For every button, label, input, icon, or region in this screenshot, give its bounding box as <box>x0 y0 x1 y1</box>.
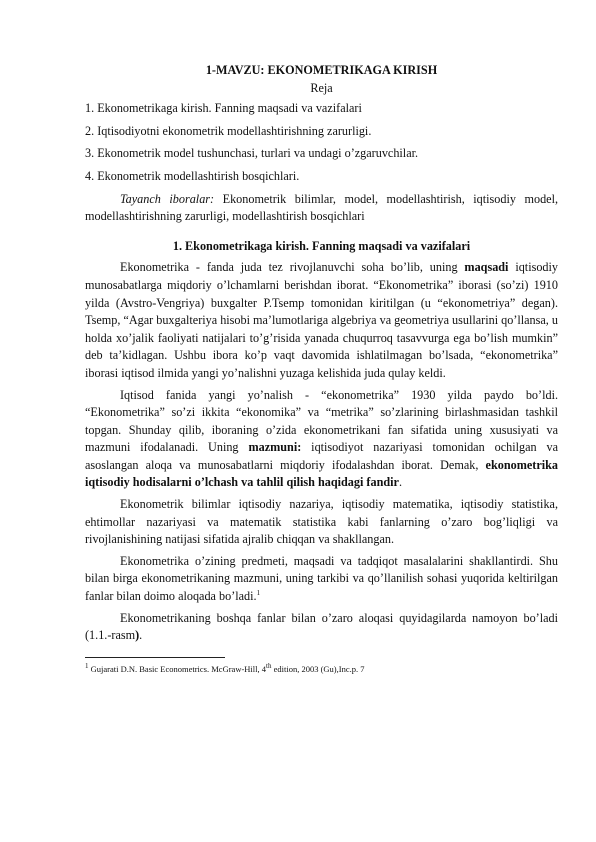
plan-item-1: 1. Ekonometrikaga kirish. Fanning maqsadi va vazifalari <box>85 101 362 116</box>
definition-bold: ekonometrika iqtisodiy hodisalarni o’lchash va tahlil qilish haqidagi fandir <box>85 457 558 490</box>
paragraph-1 <box>85 259 558 382</box>
keywords-text: Ekonometrik bilimlar, model, modellashtirish, iqtisodiy model, modellashtirishning zarurligi, modellashtirish bosqichlari <box>85 191 559 224</box>
footnote-superscript: th <box>266 661 272 670</box>
footnote-reference[interactable]: 1 <box>256 588 261 597</box>
paragraph-1-text-c: iqtisodiy munosabatlarga miqdoriy o’lchamlarni berishdan iborat. “Ekonometrika” iborasi (so’zi) 1910 yilda (Avstro-Vengriya) buxgalter P.Tsemp tomonidan kiritilgan (u “ekonometriya” degan). Tsemp, “Agar buxgalteriya hisobi ma’lumotlariga algebriya va geometriya usullarini qo’llansa, u holda xo’jalik faoliyati natijalari to’g’risida yanada chuqurroq tasavvurga ega bo’lish mumkin” deb ta’kidlagan. Ushbu ibora ko’p vaqt davomida ishlatilmagan bo’lsada, “ekonometrika” iborasi iqtisod ilmida yangi yo’nalishni yuzaga kelishida juda qulay keldi. <box>85 260 558 380</box>
goal-term: maqsadi <box>464 260 509 275</box>
plan-item-2: 2. Iqtisodiyotni ekonometrik modellashtirishning zarurligi. <box>85 123 372 138</box>
footnote-text-a: Gujarati D.N. Basic Econometrics. McGraw-Hill, 4 <box>88 663 267 674</box>
footnote-divider <box>85 657 225 658</box>
paragraph-2-text-e: . <box>398 475 402 490</box>
paragraph-4 <box>85 553 558 606</box>
document-title: 1-MAVZU: EKONOMETRIKAGA KIRISH <box>205 63 438 77</box>
paragraph-2-text-a: Iqtisod fanida yangi yo’nalish - “ekonometrika” 1930 yilda paydo bo’ldi. “Ekonometrika” so’zi ikkita “ekonomika” va “metrika” so’zlarining birlashmasidan tashkil topgan. Shunday qilib, iboraning o’zida ekonometrikani fan sifatida uning xususiyati va mazmuni ifodalanadi. Uning <box>85 387 558 455</box>
section-heading: 1. Ekonometrikaga kirish. Fanning maqsadi va vazifalari <box>172 238 471 253</box>
content-term: mazmuni: <box>248 440 302 455</box>
paragraph-5 <box>85 610 558 645</box>
plan-item-4: 4. Ekonometrik modellashtirish bosqichlari. <box>85 168 300 183</box>
paragraph-5-text-a: Ekonometrikaning boshqa fanlar bilan o’zaro aloqasi quyidagilarda namoyon bo’ladi (1.1.-rasm <box>85 610 558 643</box>
keywords-label: Tayanch iboralar: <box>120 191 215 206</box>
paragraph-2 <box>85 387 558 493</box>
paragraph-4-text: Ekonometrika o’zining predmeti, maqsadi va tadqiqot masalalarini shakllantirdi. Shu bilan birga ekonometrikaning mazmuni, uning tarkibi va qo’llanilish sohasi yuqorida keltirilgan fanlar bilan doimo aloqada bo’ladi. <box>85 553 558 604</box>
footnote-text-b: edition, 2003 (Gu),Inc.p. 7 <box>271 663 365 674</box>
paragraph-2-text-c: iqtisodiyot nazariyasi tomonidan ochilgan va asoslangan aloqa va munosabatlarni miqdoriy ifodalashdan iborat. Demak, <box>85 440 558 472</box>
footnote-number: 1 <box>85 661 89 670</box>
paragraph-1-text-a: Ekonometrika - fanda juda tez rivojlanuvchi soha bo’lib, uning <box>120 260 465 275</box>
plan-item-3: 3. Ekonometrik model tushunchasi, turlari va undagi o’zgaruvchilar. <box>85 146 419 161</box>
keywords-paragraph <box>85 191 558 226</box>
footnote <box>85 661 558 675</box>
paragraph-3: Ekonometrik bilimlar iqtisodiy nazariya, iqtisodiy matematika, iqtisodiy statistika, ehtimollar nazariyasi va matematik statistika kabi fanlarning o’zaro bog’liqligi va rivojlanishining natijasi sifatida ajralib chiqqan va shakllangan. <box>85 497 558 547</box>
paragraph-5-paren: ) <box>135 628 140 643</box>
plan-heading: Reja <box>310 80 333 95</box>
paragraph-5-text-c: . <box>139 628 143 643</box>
